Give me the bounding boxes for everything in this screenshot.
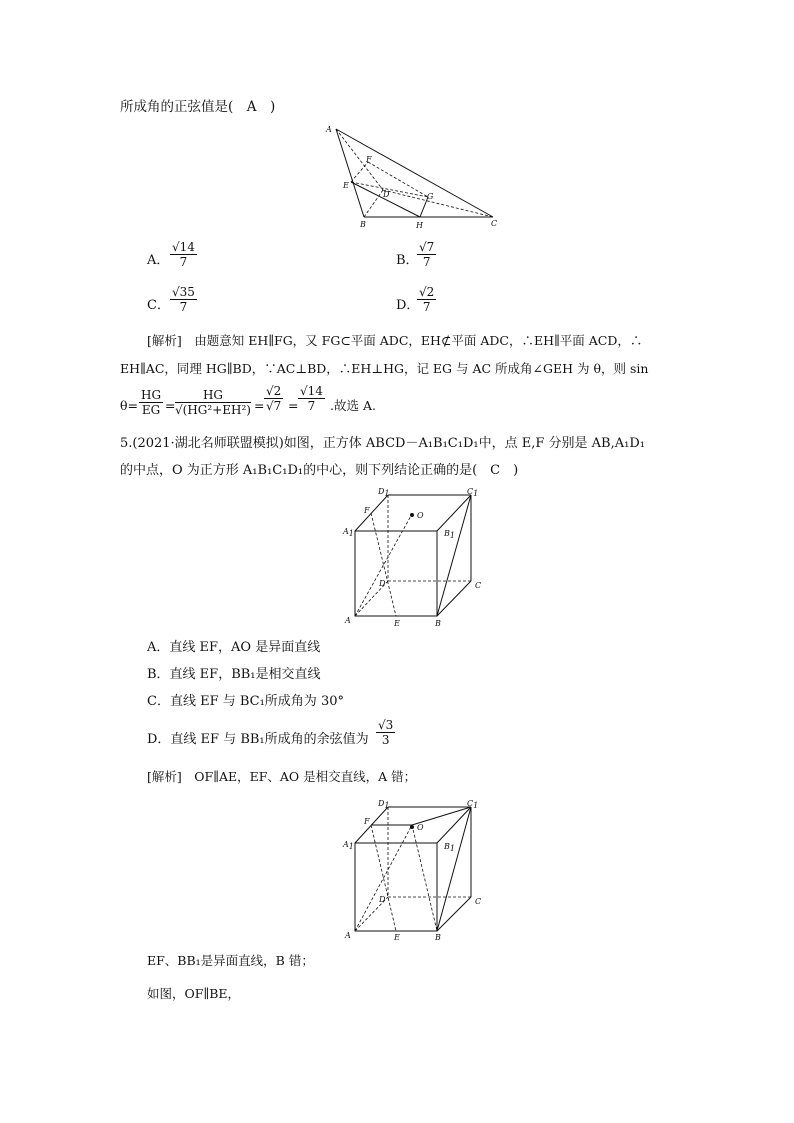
q5-analysis-a: [解析] OF∥AE，EF、AO 是相交直线，A 错； [147, 769, 417, 784]
label-F: F [364, 817, 370, 826]
label-C: C [475, 581, 482, 590]
tetrahedron-figure [320, 120, 510, 235]
cube-figure-1 [338, 488, 488, 628]
label-B1: B1 [444, 842, 455, 853]
label-C: C [491, 219, 498, 228]
label-E: E [394, 619, 400, 628]
label-D: D [379, 579, 386, 588]
label-A: A [326, 125, 332, 134]
sin-theta-prefix: θ= [120, 398, 138, 413]
q4-option-a-letter: A． [147, 253, 170, 268]
label-A1: A1 [343, 840, 354, 851]
label-F: F [364, 506, 370, 515]
q4-option-a-value: $\frac{√14}{7}$ [172, 240, 195, 269]
q4-option-c-letter: C． [147, 298, 170, 313]
q5-stem-line2: 的中点，O 为正方形 A₁B₁C₁D₁的中心，则下列结论正确的是( C ) [120, 463, 519, 478]
q5-option-d-value: $\frac{√3}{3}$ [378, 718, 394, 747]
top-line: 所成角的正弦值是( A ) [120, 99, 276, 115]
label-B: B [435, 933, 441, 942]
label-B: B [435, 619, 441, 628]
point-o [410, 513, 414, 517]
fraction-hg-root: $\frac{HG}{\text{√(HG²+EH²)}}$ [175, 388, 251, 417]
label-E: E [343, 181, 349, 190]
q4-option-d-value: $\frac{√2}{7}$ [419, 285, 435, 314]
label-D1: D1 [378, 487, 390, 498]
q4-option-c-value: $\frac{√35}{7}$ [172, 285, 195, 314]
label-D: D [383, 190, 390, 199]
label-F: F [366, 155, 372, 164]
equals-sign: = [254, 398, 265, 413]
q5-option-b: B．直线 EF，BB₁是相交直线 [147, 667, 321, 682]
label-D: D [379, 895, 386, 904]
equals-sign: = [288, 398, 299, 413]
label-G: G [427, 192, 434, 201]
label-B: B [360, 220, 366, 229]
label-D1: D1 [378, 799, 390, 810]
point-o [410, 825, 414, 829]
label-O: O [417, 511, 424, 520]
label-E: E [394, 933, 400, 942]
q4-option-b-letter: B． [396, 253, 419, 268]
fraction-root2-root7: $\frac{√2}{√7}$ [266, 384, 282, 413]
fraction-root14-7: $\frac{√14}{7}$ [300, 384, 323, 413]
label-A1: A1 [343, 527, 354, 538]
label-C: C [475, 897, 482, 906]
q5-analysis-b: EF、BB₁是异面直线，B 错； [147, 953, 314, 968]
q4-analysis-line2: EH∥AC，同理 HG∥BD，∵AC⊥BD，∴EH⊥HG，记 EG 与 AC 所成角∠GEH 为 θ，则 sin [120, 361, 649, 376]
q5-option-a: A．直线 EF，AO 是异面直线 [147, 640, 321, 655]
label-O: O [417, 823, 424, 832]
q4-analysis-line1: [解析] 由题意知 EH∥FG，又 FG⊂平面 ADC，EH⊄平面 ADC，∴EH∥平面 ACD，∴ [147, 333, 643, 348]
cube-figure-2 [338, 800, 488, 940]
label-A: A [345, 616, 351, 625]
q4-option-d-letter: D． [396, 298, 420, 313]
label-H: H [416, 221, 423, 230]
label-A: A [345, 931, 351, 940]
q5-stem-line1: 5.(2021·湖北名师联盟模拟)如图，正方体 ABCD－A₁B₁C₁D₁中，点 E,F 分别是 AB,A₁D₁ [120, 436, 645, 451]
label-C1: C1 [467, 487, 479, 498]
fraction-hg-eg: $\frac{HG}{EG}$ [141, 388, 162, 417]
q5-option-d: D．直线 EF 与 BB₁所成角的余弦值为 [147, 732, 369, 747]
q5-option-c: C．直线 EF 与 BC₁所成角为 30° [147, 694, 344, 709]
label-B1: B1 [444, 529, 455, 540]
label-C1: C1 [467, 799, 479, 810]
choose-a-suffix: .故选 A. [330, 398, 376, 413]
equals-sign: = [165, 398, 176, 413]
q5-analysis-c: 如图，OF∥BE， [147, 986, 241, 1001]
q4-option-b-value: $\frac{√7}{7}$ [419, 240, 435, 269]
